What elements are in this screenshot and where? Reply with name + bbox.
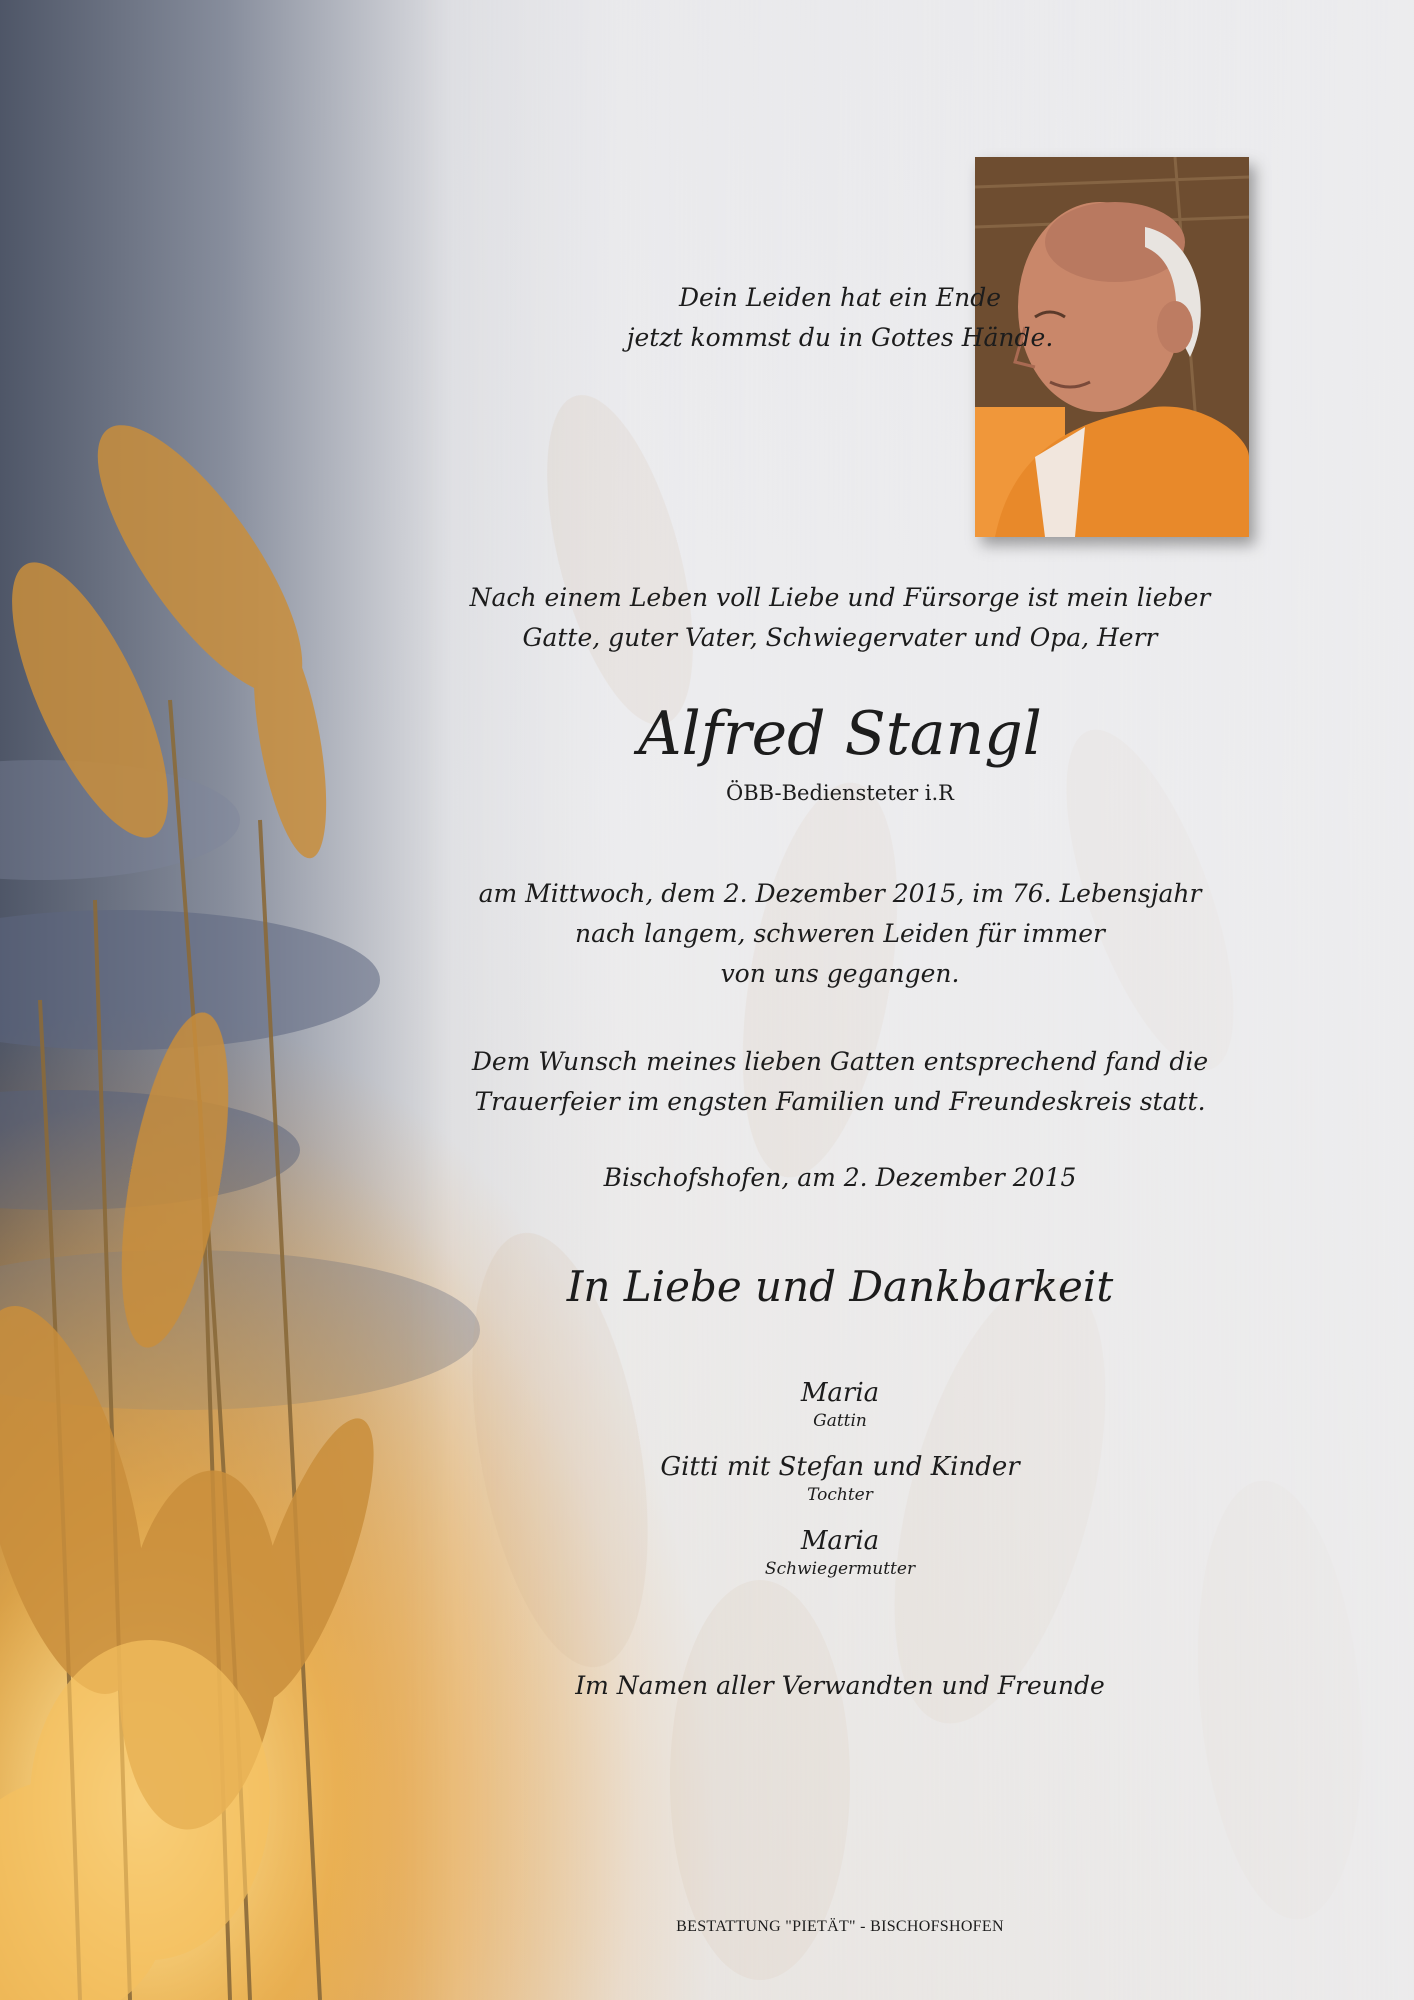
- deceased-profession: ÖBB-Bediensteter i.R: [726, 781, 954, 805]
- mourners-list: [420, 1376, 1260, 1598]
- death-line-1: am Mittwoch, dem 2. Dezember 2015, im 76. Lebensjahr: [478, 879, 1202, 908]
- gratitude-heading: In Liebe und Dankbarkeit: [566, 1262, 1114, 1311]
- quote-line-1: Dein Leiden hat ein Ende: [678, 283, 1002, 312]
- ceremony-line-1: Dem Wunsch meines lieben Gatten entsprechend fand die: [471, 1047, 1209, 1076]
- mourner-entry: [420, 1524, 1260, 1580]
- mourner-relation: Schwiegermutter: [764, 1559, 916, 1579]
- deceased-name: Alfred Stangl: [638, 699, 1042, 769]
- verse-quote: [420, 278, 1260, 358]
- death-notice: [420, 874, 1260, 994]
- ceremony-notice: [420, 1042, 1260, 1122]
- mourner-name: Gitti mit Stefan und Kinder: [660, 1452, 1020, 1482]
- death-line-3: von uns gegangen.: [720, 959, 960, 988]
- funeral-home-footer: BESTATTUNG "PIETÄT" - BISCHOFSHOFEN: [676, 1918, 1004, 1935]
- mourner-entry: [420, 1450, 1260, 1506]
- place-date: Bischofshofen, am 2. Dezember 2015: [603, 1163, 1077, 1192]
- mourner-relation: Gattin: [813, 1411, 867, 1431]
- ceremony-line-2: Trauerfeier im engsten Familien und Freundeskreis statt.: [474, 1087, 1206, 1116]
- intro-line-1: Nach einem Leben voll Liebe und Fürsorge ist mein lieber: [469, 583, 1211, 612]
- quote-line-2: jetzt kommst du in Gottes Hände.: [626, 323, 1054, 352]
- death-line-2: nach langem, schweren Leiden für immer: [574, 919, 1106, 948]
- mourner-name: Maria: [800, 1378, 880, 1408]
- closing-line: Im Namen aller Verwandten und Freunde: [575, 1671, 1105, 1700]
- mourner-relation: Tochter: [807, 1485, 873, 1505]
- intro-line-2: Gatte, guter Vater, Schwiegervater und Opa, Herr: [522, 623, 1158, 652]
- mourner-entry: [420, 1376, 1260, 1432]
- mourner-name: Maria: [800, 1526, 880, 1556]
- intro-text: [420, 578, 1260, 658]
